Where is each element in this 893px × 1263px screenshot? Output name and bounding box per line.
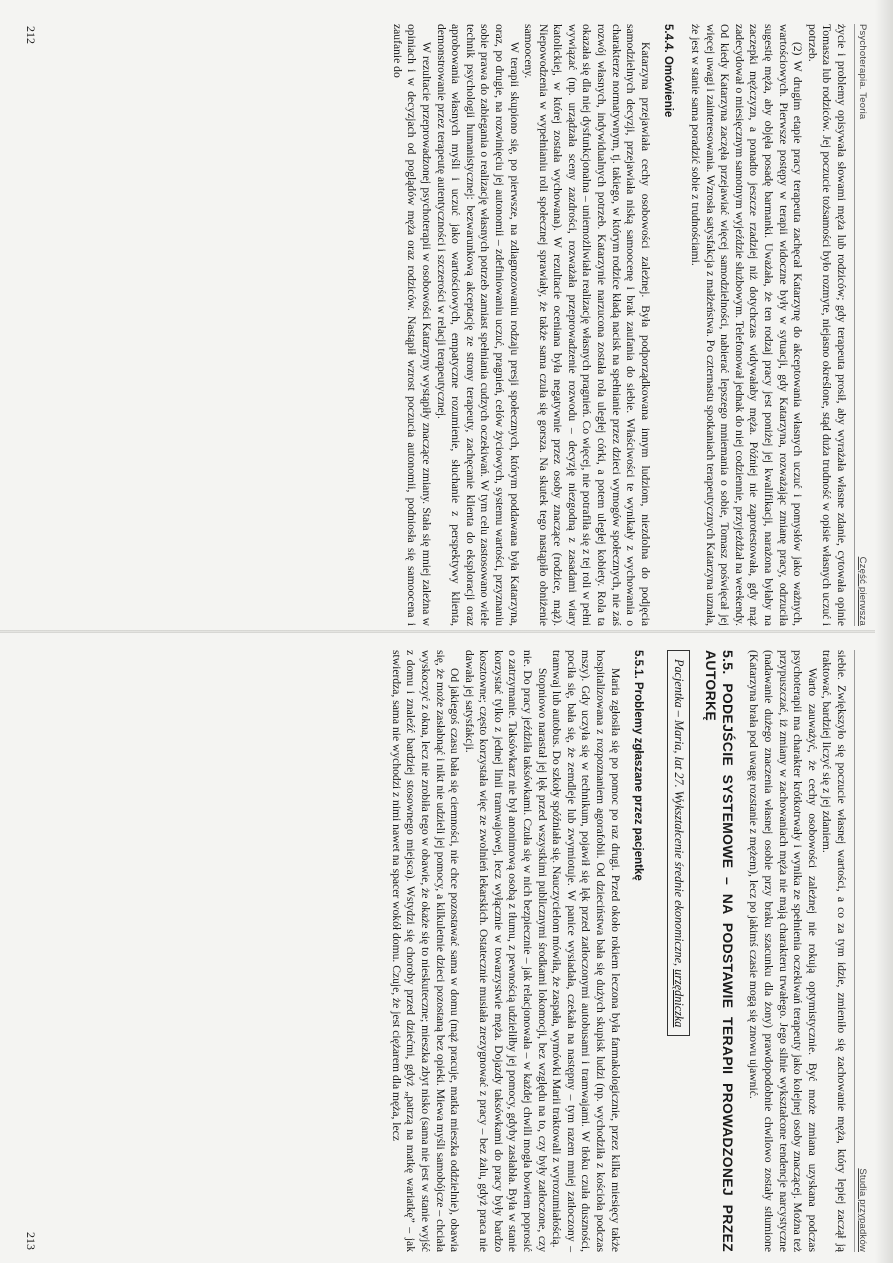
paragraph: Warto zauważyć, że cechy osobowości zależnej nie rokują optymistycznie. Być może zmiana uzyskana podczas psychoterapii ma charakter krótkotrwały i wynika ze spełnienia oczekiwań terapeuty jako kolejnej osoby znaczącej. Można też przypuszczać, iż zmiany w zachowaniach męża nie mają charakteru trwałego. Jego silnie wykształcone tendencje narcystyczne (nadawanie dużego znaczenia własnej osobie przy braku szacunku dla żony) prawdopodobnie chwilowo zostały stłumione (Katarzyna brała pod uwagę rozstanie z mężem), lecz po jakimś czasie mogą się znowu ujawnić. xyxy=(747,650,819,1252)
subsection-heading: 5.5.1. Problemy zgłaszane przez pacjentkę xyxy=(632,650,645,881)
section-heading: 5.4.4. Omówienie xyxy=(662,24,675,118)
body-text xyxy=(388,650,848,1252)
patient-info-text: Pacjentka – Maria, lat 27. Wykształcenie średnie ekonomiczne, xyxy=(671,659,686,970)
paragraph: Od jakiegoś czasu bała się ciemności, nie chce pozostawać sama w domu (mąż pracuje, matka mieszka oddzielnie), obawia się, że może zasłabnąć i nikt nie udzieli jej pomocy, a kilkuletnie dzieci pozostaną bez opieki. Miewa myśli samobójcze – chciała wyskoczyć z okna, lecz nie zrobiła tego w obawie, że okaże się to nieskuteczne; mieszka zbyt nisko (sama nie jest w stanie wyjść z domu i znaleźć bardziej stosownego miejsca). Wstydzi się choroby przed dziećmi, gdyż „patrzą na matkę wariatkę” – jak stwierdza, sama nie wychodzi z nimi nawet na spacer wokół domu. Czuje, że jest ciężarem dla męża, lecz xyxy=(389,650,462,1252)
paragraph: W rezultacie przeprowadzonej psychoterapii w osobowości Katarzyny wystąpiły znaczące zmiany. Stała się mniej zależna w opiniach i w decyzjach od poglądów męża oraz rodziców. Nastąpił wzrost poczucia autonomii, podniosła się samoocena i zaufanie do xyxy=(390,24,433,626)
running-head-right: Część pierwsza xyxy=(857,556,868,626)
running-head xyxy=(854,24,868,626)
patient-info-box xyxy=(667,650,690,1036)
running-head xyxy=(854,650,868,1252)
page-number: 212 xyxy=(24,26,38,44)
page-212 xyxy=(23,20,868,630)
patient-occupation: urzędniczka xyxy=(671,969,686,1028)
body-text xyxy=(389,24,848,626)
paragraph: życie i problemy opisywała słowami męża lub rodziców; gdy terapeuta prosił, aby wyrażała własne zdanie, cytowała opinie Tomasza lub rodziców. Jej poczucie tożsamości było rozmyte, niejasno określone, stąd duża trudność w opisie własnych uczuć i potrzeb. xyxy=(805,24,848,626)
page-fold xyxy=(0,630,893,633)
paragraph: Stopniowo narastał jej lęk przed wszystkimi publicznymi środkami lokomocji, bez względu na to, czy były zatłoczone, czy nie. Do pracy jeździła taksówkami. Czuła się w nich bezpiecznie – jak relacjonowała – w każdej chwili mogła bowiem poprosić o zatrzymanie. Taksówkarz nie był anonimową osobą z tłumu, z pewnością udzieliłby jej pomocy, gdyby zasłabła. Była w stanie korzystać tylko z jednej linii tramwajowej, lecz wyłącznie w towarzystwie męża. Dojazdy taksówkami do pracy były bardzo kosztowne; często korzystała więc ze zwolnień lekarskich. Ostatecznie musiała zrezygnować z pracy – bez żalu, gdyż praca nie dawała jej satysfakcji. xyxy=(462,650,549,1252)
paragraph: W terapii skupiono się, po pierwsze, na zdiagnozowaniu rodzaju presji społecznych, którym poddawana była Katarzyna, oraz, po drugie, na rozwinięciu jej autonomii – zdefiniowaniu uczuć, pragnień, celów życiowych, systemu wartości, przyznaniu sobie prawa do zabiegania o realizację własnych potrzeb zamiast spełniania cudzych oczekiwań. W tym celu zastosowano wiele technik psychologii humanistycznej: bezwarunkową akceptację ze strony terapeuty, zachęcanie klienta do eksploracji oraz aprobowania własnych myśli i uczuć jako wartościowych, empatyczne rozumienie, słuchanie z perspektywy klienta, demonstrowanie przez terapeutę autentyczności i szczerości w relacji terapeutycznej. xyxy=(434,24,521,626)
running-head-right: Studia przypadków xyxy=(857,1168,868,1252)
paragraph: Katarzyna przejawiała cechy osobowości zależnej. Była podporządkowana innym ludziom, niezdolna do podjęcia samodzielnych decyzji, przejawiała niską samoocenę i brak zaufania do siebie. Właściwości te wynikały z wychowania o charakterze normatywnym, tj. takiego, w którym rodzice kładą nacisk na spełnianie przez dzieci wymogów społecznych, nie zaś rozwój własnych, indywidualnych potrzeb. Katarzynie narzucona została rola uległej córki, a potem uległej kobiety. Rola ta okazała się dla niej dysfunkcjonalna – uniemożliwiała realizację własnych pragnień. Co więcej, nie potrafiła się z tej roli w pełni wywiązać (np. urządzała sceny zazdrości, rozważała przeprowadzenie rozwodu – decyzję niezgodną z zasadami wiary katolickiej, w której została wychowana). W rezultacie oceniana była negatywnie przez osoby znaczące (rodzice, mąż). Niepowodzenia w wypełnianiu roli społecznej sprawiały, że także sama czuła się gorsza. Na skutek tego nastąpiło obniżenie samooceny. xyxy=(522,24,652,626)
page-213 xyxy=(23,646,868,1256)
chapter-section-heading: 5.5. PODEJŚCIE SYSTEMOWE – NA PODSTAWIE TERAPII PROWADZONEJ PRZEZ AUTORKĘ xyxy=(702,650,736,1252)
paragraph: Maria zgłosiła się po pomoc po raz drugi. Przed około rokiem leczona była farmakologicznie, przez kilka miesięcy także hospitalizowana z rozpoznaniem agorafobii. Od dzieciństwa bała się dużych skupisk ludzi (np. wychodziła z kościoła podczas mszy). Gdy uczyła się w technikum, pojawił się lęk przed zatłoczonymi autobusami i tramwajami. W tłoku czuła duszności, pociła się, bała się, że zemdleje lub zwymiotuje. W panice wysiadała, czekała na następny – tym razem mniej zatłoczony – tramwaj lub autobus. Do szkoły spóźniała się. Nauczycielom mówiła, że zaspała, wymówki Marii traktowali z wyrozumiałością. xyxy=(550,650,622,1252)
paragraph: siebie. Zwiększyło się poczucie własnej wartości, a co za tym idzie, zmieniło się zachowanie męża, który lepiej zaczął ją traktować, bardziej liczyć się z jej zdaniem. xyxy=(820,650,848,1252)
running-head-left: Psychoterapia. Teoria xyxy=(857,24,868,120)
page-number: 213 xyxy=(24,1232,38,1250)
paragraph: (2) W drugim etapie pracy terapeuta zachęcał Katarzynę do akceptowania własnych uczuć i pomysłów jako ważnych, wartościowych. Pierwsze postępy w terapii widoczne były w sytuacji, gdy Katarzyna, rozważając zmianę pracy, odrzuciła sugestię męża, aby objęła posadę barmanki. Uważała, że ten rodzaj pracy jest poniżej jej kwalifikacji, narażona byłaby na zaczepki mężczyzn, a ponadto jeszcze rzadziej niż dotychczas widywałaby męża. Później nie zaprotestowała, gdy mąż zadecydował o miesięcznym samotnym wyjeździe służbowym. Telefonował jednak do niej codziennie, przyjeżdżał na weekendy. Od kiedy Katarzyna zaczęła przejawiać więcej samodzielności, nabierać lepszego mniemania o sobie, Tomasz poświęcał jej więcej uwagi i zainteresowania. Wzrosła satysfakcja z małżeństwa. Po czternastu spotkaniach terapeutycznych Katarzyna uznała, że jest w stanie sama poradzić sobie z trudnościami. xyxy=(689,24,805,626)
scan-edge-shadow xyxy=(875,0,893,1263)
